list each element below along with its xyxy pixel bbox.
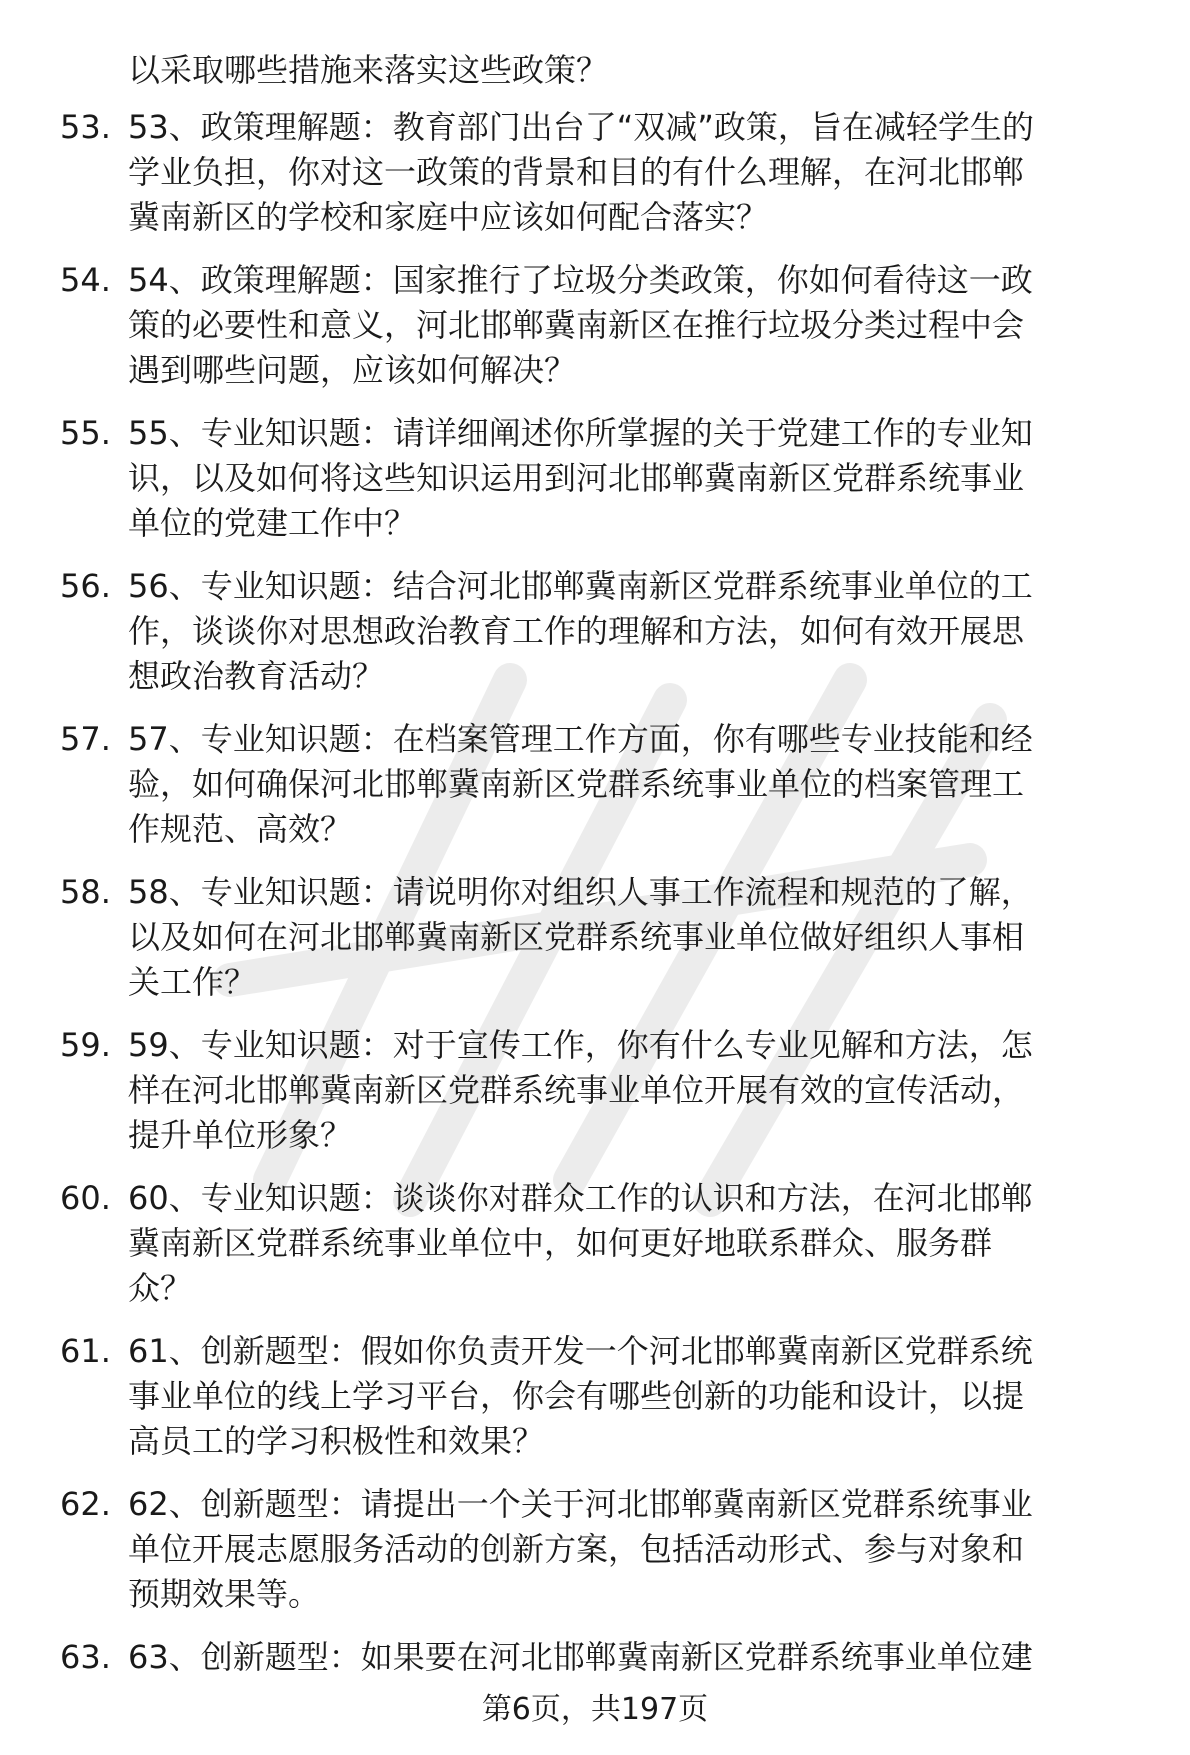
question-number: 57. (60, 720, 111, 758)
question-line: 59、专业知识题：对于宣传工作，你有什么专业见解和方法，怎 (128, 1026, 1033, 1064)
question-line: 高员工的学习积极性和效果？ (128, 1422, 545, 1460)
page-number-footer: 第6页，共197页 (481, 1692, 709, 1727)
question-text (128, 870, 1128, 1005)
question-number: 63. (60, 1638, 111, 1676)
question-line: 单位开展志愿服务活动的创新方案，包括活动形式、参与对象和 (128, 1530, 1025, 1568)
continuation-text: 以采取哪些措施来落实这些政策？ (128, 51, 609, 89)
question-line: 预期效果等。 (128, 1575, 321, 1613)
question-line: 样在河北邯郸冀南新区党群系统事业单位开展有效的宣传活动， (128, 1071, 1025, 1109)
question-line: 以及如何在河北邯郸冀南新区党群系统事业单位做好组织人事相 (128, 918, 1025, 956)
question-text (128, 1023, 1128, 1158)
question-line: 54、政策理解题：国家推行了垃圾分类政策，你如何看待这一政 (128, 261, 1033, 299)
question-text (128, 411, 1128, 546)
question-number: 60. (60, 1179, 111, 1217)
question-line: 58、专业知识题：请说明你对组织人事工作流程和规范的了解， (128, 873, 1033, 911)
question-line: 61、创新题型：假如你负责开发一个河北邯郸冀南新区党群系统 (128, 1332, 1033, 1370)
question-line: 事业单位的线上学习平台，你会有哪些创新的功能和设计，以提 (128, 1377, 1025, 1415)
question-number: 53. (60, 108, 111, 146)
question-line: 56、专业知识题：结合河北邯郸冀南新区党群系统事业单位的工 (128, 567, 1033, 605)
question-number: 61. (60, 1332, 111, 1370)
question-line: 提升单位形象？ (128, 1116, 353, 1154)
question-number: 58. (60, 873, 111, 911)
question-text (128, 1176, 1128, 1311)
question-line: 学业负担，你对这一政策的背景和目的有什么理解，在河北邯郸 (128, 153, 1025, 191)
question-line: 策的必要性和意义，河北邯郸冀南新区在推行垃圾分类过程中会 (128, 306, 1025, 344)
question-text (128, 1482, 1128, 1617)
question-number: 56. (60, 567, 111, 605)
question-text (128, 564, 1128, 699)
question-line: 想政治教育活动？ (128, 657, 385, 695)
question-line: 63、创新题型：如果要在河北邯郸冀南新区党群系统事业单位建 (128, 1638, 1033, 1676)
question-number: 55. (60, 414, 111, 452)
question-line: 关工作？ (128, 963, 257, 1001)
question-line: 众？ (128, 1269, 193, 1307)
question-line: 55、专业知识题：请详细阐述你所掌握的关于党建工作的专业知 (128, 414, 1033, 452)
question-text (128, 1329, 1128, 1464)
question-number: 59. (60, 1026, 111, 1064)
question-line: 验，如何确保河北邯郸冀南新区党群系统事业单位的档案管理工 (128, 765, 1025, 803)
question-text (128, 717, 1128, 852)
question-text (128, 1635, 1128, 1680)
question-line: 冀南新区党群系统事业单位中，如何更好地联系群众、服务群 (128, 1224, 993, 1262)
question-line: 冀南新区的学校和家庭中应该如何配合落实？ (128, 198, 769, 236)
question-line: 53、政策理解题：教育部门出台了“双减”政策，旨在减轻学生的 (128, 108, 1034, 146)
question-line: 作规范、高效？ (128, 810, 353, 848)
question-text (128, 105, 1128, 240)
question-line: 遇到哪些问题，应该如何解决？ (128, 351, 577, 389)
question-text (128, 258, 1128, 393)
question-line: 单位的党建工作中？ (128, 504, 417, 542)
question-line: 识，以及如何将这些知识运用到河北邯郸冀南新区党群系统事业 (128, 459, 1025, 497)
question-line: 60、专业知识题：谈谈你对群众工作的认识和方法，在河北邯郸 (128, 1179, 1033, 1217)
question-line: 62、创新题型：请提出一个关于河北邯郸冀南新区党群系统事业 (128, 1485, 1033, 1523)
question-number: 62. (60, 1485, 111, 1523)
question-line: 57、专业知识题：在档案管理工作方面，你有哪些专业技能和经 (128, 720, 1033, 758)
question-line: 作，谈谈你对思想政治教育工作的理解和方法，如何有效开展思 (128, 612, 1025, 650)
question-number: 54. (60, 261, 111, 299)
